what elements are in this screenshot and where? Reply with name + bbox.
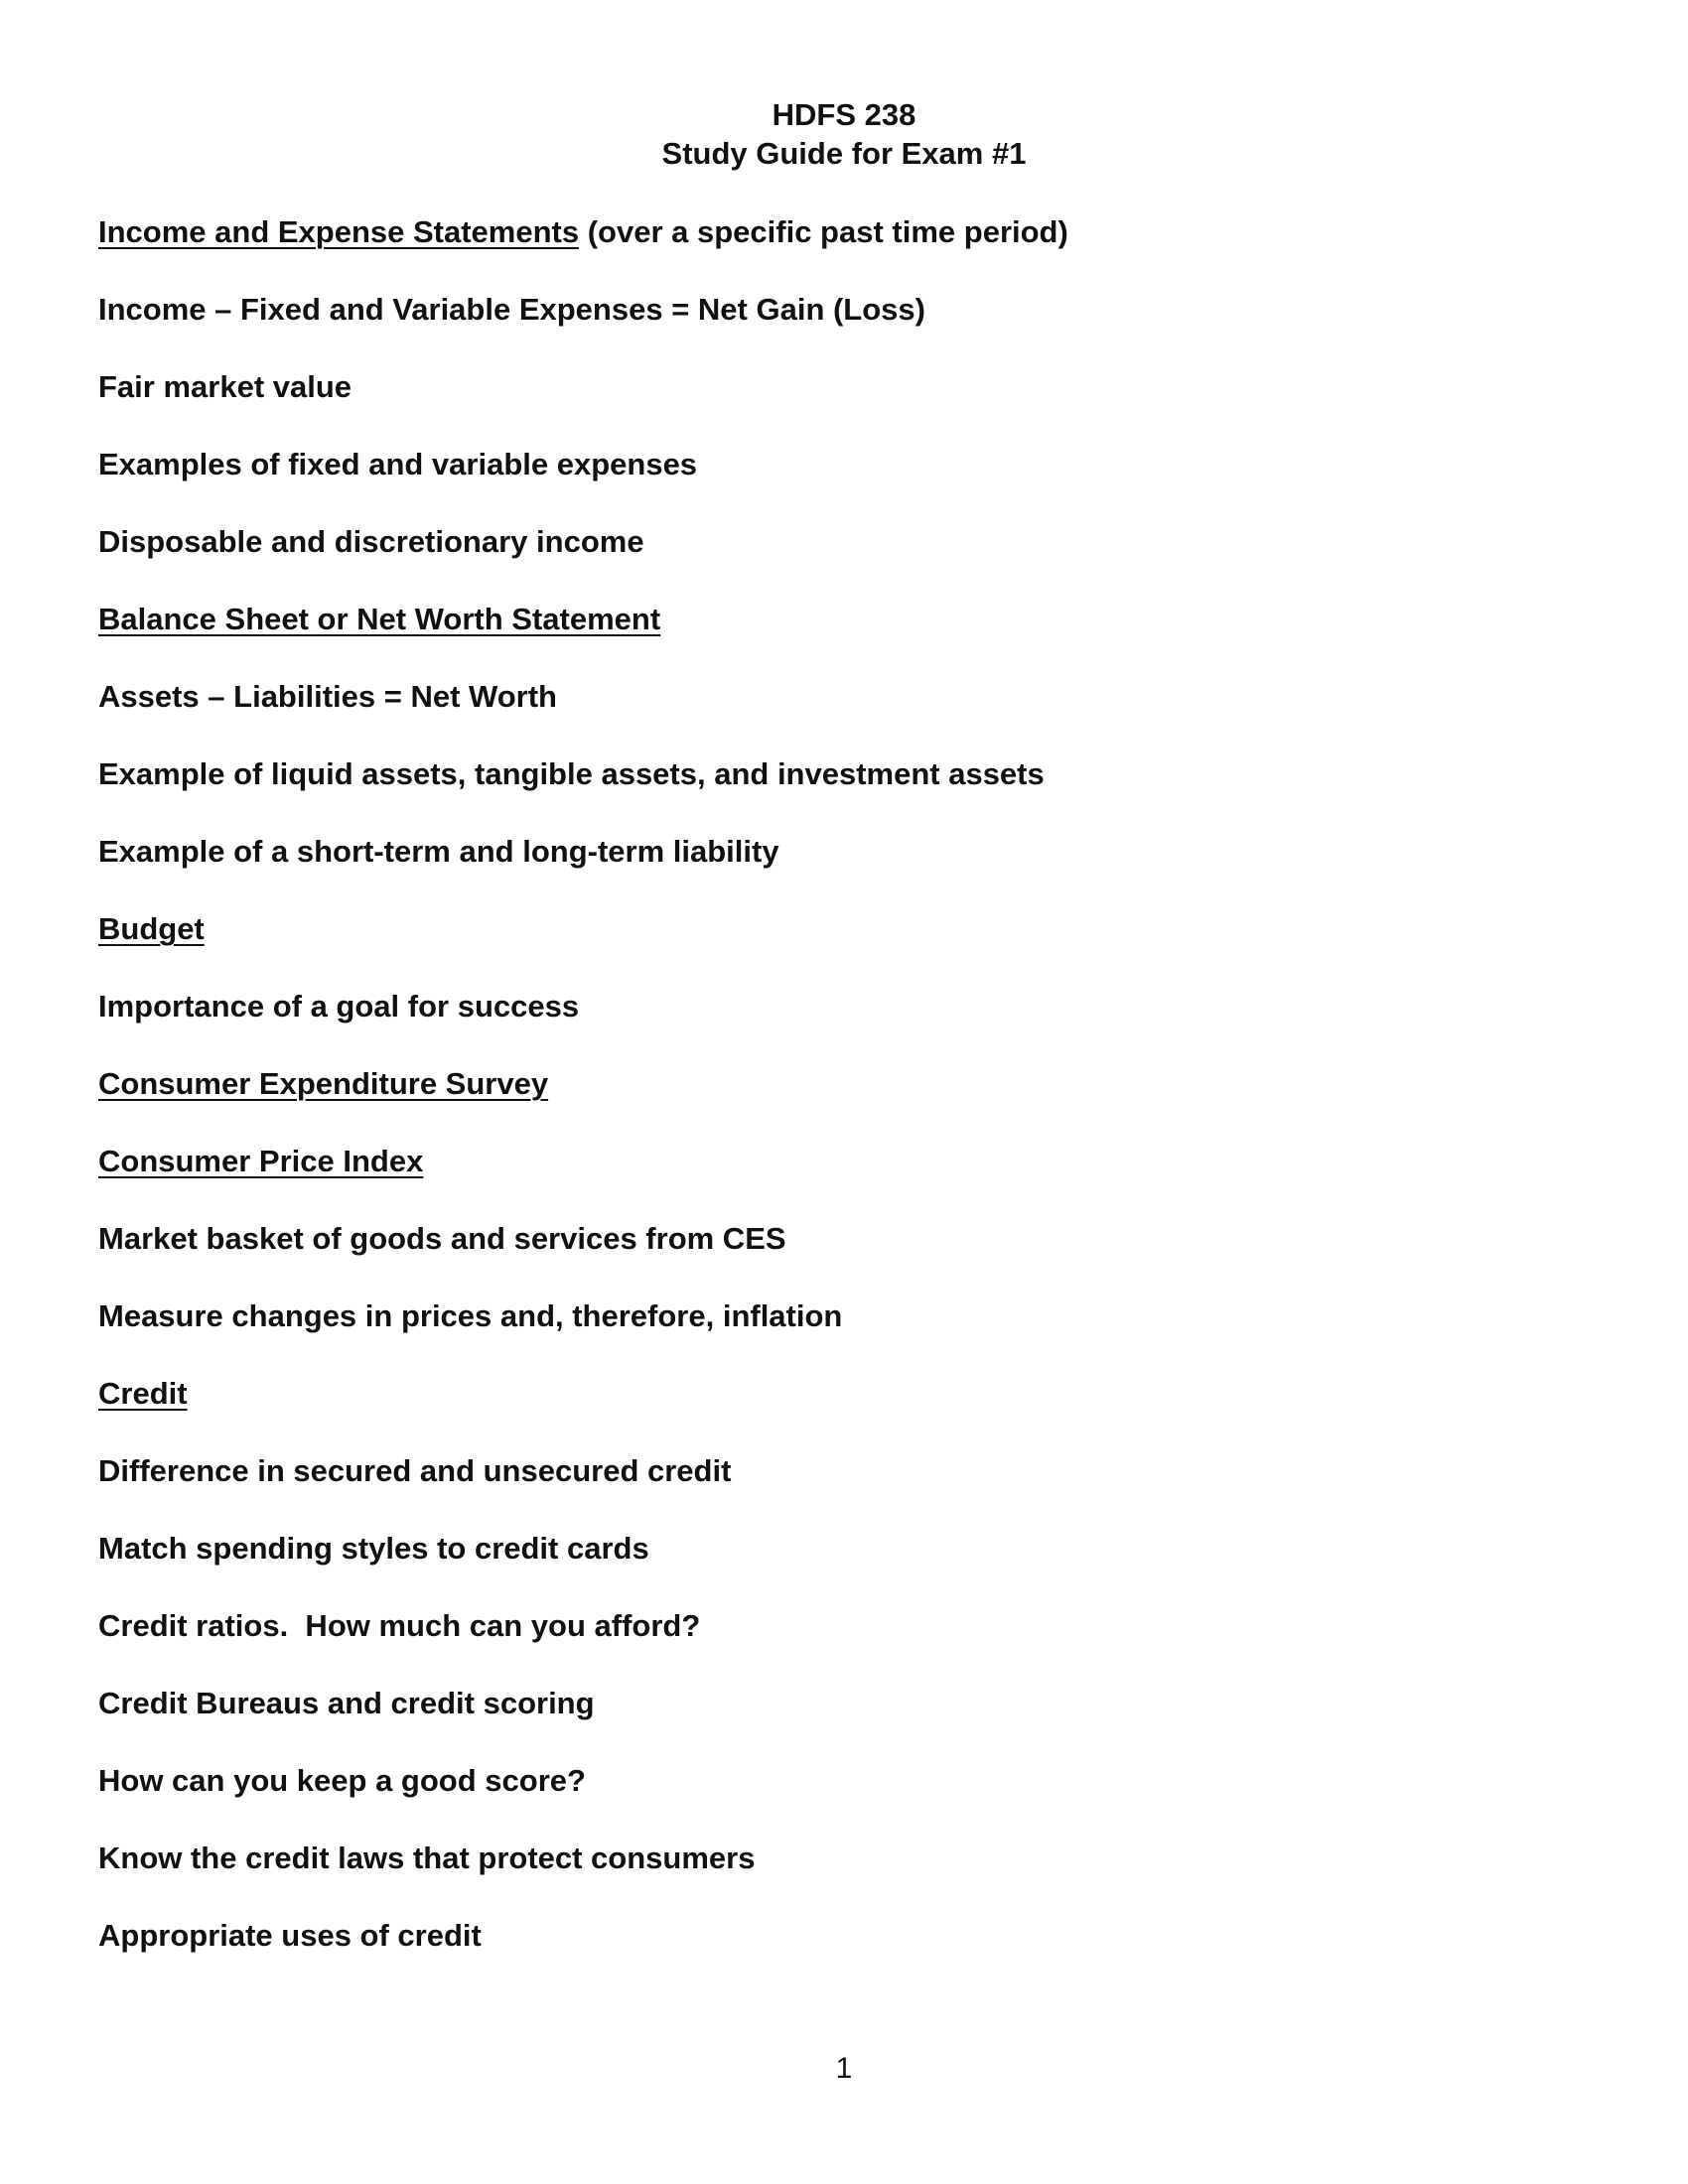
section-heading: Credit [98,1376,188,1411]
line-text: Credit Bureaus and credit scoring [98,1686,595,1720]
study-line [98,677,1588,754]
line-text: Example of liquid assets, tangible assets, and investment assets [98,756,1045,791]
line-text: Measure changes in prices and, therefore, inflation [98,1298,843,1333]
study-line [98,290,1588,367]
study-guide-list [98,212,1588,1993]
section-heading: Balance Sheet or Net Worth Statement [98,602,661,636]
study-line [98,1529,1588,1606]
study-line [98,600,1588,677]
section-heading: Income and Expense Statements [98,214,580,249]
line-text: Fair market value [98,369,352,404]
line-text: Income – Fixed and Variable Expenses = Net Gain (Loss) [98,292,925,327]
line-text: Examples of fixed and variable expenses [98,447,698,481]
study-line [98,1606,1588,1684]
study-line [98,1142,1588,1219]
line-text: Importance of a goal for success [98,989,580,1024]
study-line [98,1839,1588,1916]
study-line [98,987,1588,1064]
study-line [98,1684,1588,1761]
line-text: Assets – Liabilities = Net Worth [98,679,557,714]
line-text: How can you keep a good score? [98,1763,586,1798]
document-title: Study Guide for Exam #1 [661,136,1027,171]
study-line [98,1297,1588,1374]
course-code: HDFS 238 [772,97,916,132]
study-line [98,1451,1588,1529]
study-line [98,1916,1588,1993]
line-text: Disposable and discretionary income [98,524,644,559]
line-text: Difference in secured and unsecured credit [98,1453,732,1488]
section-heading: Consumer Expenditure Survey [98,1066,549,1101]
section-heading: Consumer Price Index [98,1144,424,1178]
study-line [98,1761,1588,1839]
study-line [98,754,1588,832]
study-line [98,522,1588,600]
study-line [98,832,1588,909]
line-text: Know the credit laws that protect consumers [98,1841,756,1875]
line-text: (over a specific past time period) [579,214,1068,249]
study-line [98,909,1588,987]
study-line [98,445,1588,522]
line-text: Market basket of goods and services from CES [98,1221,786,1256]
study-line [98,212,1588,290]
study-line [98,1374,1588,1451]
line-text: Appropriate uses of credit [98,1918,482,1953]
study-line [98,1219,1588,1297]
study-line [98,1064,1588,1142]
page-number: 1 [835,2052,853,2085]
line-text: Credit ratios. How much can you afford? [98,1608,701,1643]
line-text: Example of a short-term and long-term liability [98,834,779,869]
section-heading: Budget [98,911,205,946]
document-header [0,95,1688,173]
line-text: Match spending styles to credit cards [98,1531,649,1566]
study-line [98,367,1588,445]
